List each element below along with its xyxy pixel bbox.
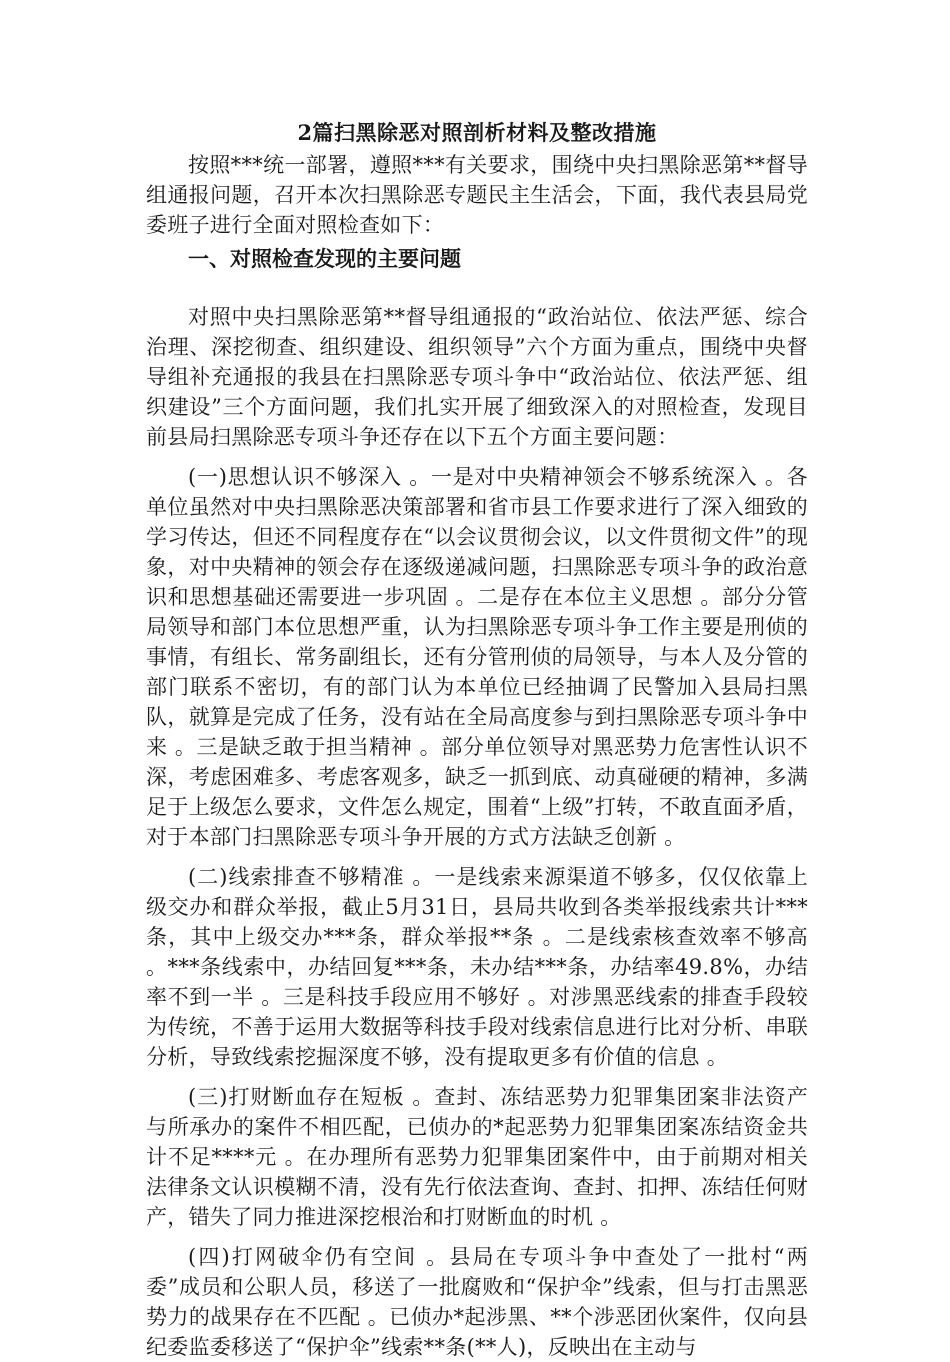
document-body [146, 118, 808, 1362]
section-intro-paragraph: 对照中央扫黑除恶第**督导组通报的“政治站位、依法严惩、综合治理、深挖彻查、组织建设、组织领导”六个方面为重点，围绕中央督导组补充通报的我县在扫黑除恶专项斗争中“政治站位、依法严惩、组织建设”三个方面问题，我们扎实开展了细致深入的对照检查，发现目前县局扫黑除恶专项斗争还存在以下五个方面主要问题： [146, 305, 808, 449]
issue-paragraph-2: (二)线索排查不够精准 。一是线索来源渠道不够多，仅仅依靠上级交办和群众举报，截止5月31日，县局共收到各类举报线索共计***条，其中上级交办***条，群众举报**条 。二是线索核查效率不够高 。***条线索中，办结回复***条，未办结***条，办结率49.8%，办结率不到一半 。三是科技手段应用不够好 。对涉黑恶线索的排查手段较为传统，不善于运用大数据等科技手段对线索信息进行比对分析、串联分析，导致线索挖掘深度不够，没有提取更多有价值的信息 。 [146, 865, 808, 1069]
issue-paragraph-1: (一)思想认识不够深入 。一是对中央精神领会不够系统深入 。各单位虽然对中央扫黑除恶决策部署和省市县工作要求进行了深入细致的学习传达，但还不同程度存在“以会议贯彻会议，以文件贯彻文件”的现象，对中央精神的领会存在逐级递减问题，扫黑除恶专项斗争的政治意识和思想基础还需要进一步巩固 。二是存在本位主义思想 。部分分管局领导和部门本位思想严重，认为扫黑除恶专项斗争工作主要是刑侦的事情，有组长、常务副组长，还有分管刑侦的局领导，与本人及分管的部门联系不密切，有的部门认为本单位已经抽调了民警加入县局扫黑队，就算是完成了任务，没有站在全局高度参与到扫黑除恶专项斗争中来 。三是缺乏敢于担当精神 。部分单位领导对黑恶势力危害性认识不深，考虑困难多、考虑客观多，缺乏一抓到底、动真碰硬的精神，多满足于上级怎么要求，文件怎么规定，围着“上级”打转，不敢直面矛盾，对于本部门扫黑除恶专项斗争开展的方式方法缺乏创新 。 [146, 465, 808, 849]
document-title: 2篇扫黑除恶对照剖析材料及整改措施 [297, 120, 657, 145]
intro-paragraph: 按照***统一部署，遵照***有关要求，围绕中央扫黑除恶第**督导组通报问题，召开本次扫黑除恶专题民主生活会，下面，我代表县局党委班子进行全面对照检查如下： [146, 153, 808, 237]
section-heading: 一、对照检查发现的主要问题 [188, 246, 461, 271]
issue-paragraph-3: (三)打财断血存在短板 。查封、冻结恶势力犯罪集团案非法资产与所承办的案件不相匹配，已侦办的*起恶势力犯罪集团案冻结资金共计不足****元 。在办理所有恶势力犯罪集团案件中，由于前期对相关法律条文认识模糊不清，没有先行依法查询、查封、扣押、冻结任何财产，错失了同力推进深挖根治和打财断血的时机 。 [146, 1085, 808, 1229]
issue-paragraph-4: (四)打网破伞仍有空间 。县局在专项斗争中查处了一批村“两委”成员和公职人员，移送了一批腐败和“保护伞”线索，但与打击黑恶势力的战果存在不匹配 。已侦办*起涉黑、**个涉恶团伙案件，仅向县纪委监委移送了“保护伞”线索**条(**人)，反映出在主动与 [146, 1245, 808, 1359]
